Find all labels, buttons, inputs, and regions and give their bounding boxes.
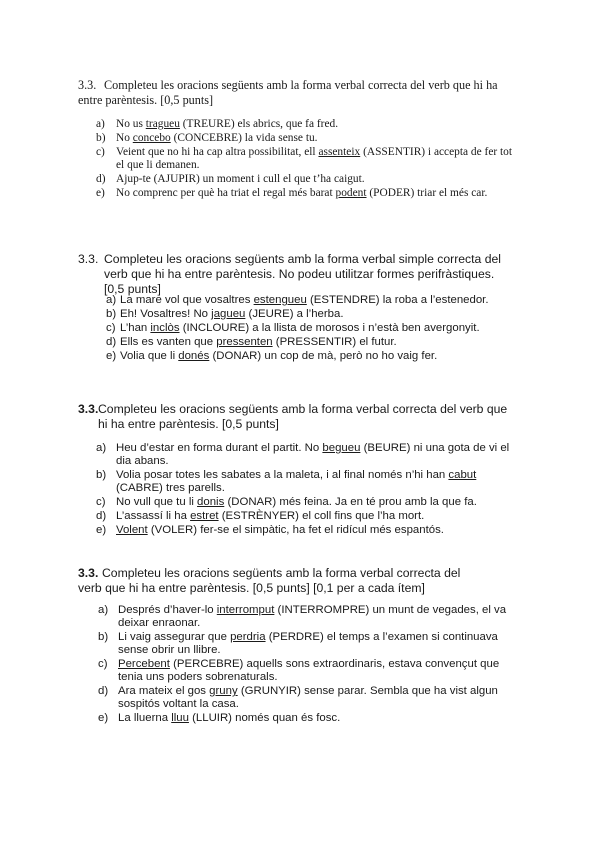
sentence-fragment: Ajup-te (AJUPIR) un moment i cull el que t’ha caigut. <box>116 173 365 185</box>
sentence-fragment: (DONAR) més feina. Ja en té prou amb la que fa. <box>224 496 477 508</box>
answer-verb: gruny <box>209 685 238 697</box>
item-sentence <box>120 350 526 363</box>
exercise-item <box>98 712 518 725</box>
sentence-fragment: Eh! Vosaltres! No <box>120 308 212 320</box>
exercise-item <box>96 118 516 131</box>
exercise-item <box>98 631 518 657</box>
exercise-item <box>96 510 516 523</box>
section-number: 3.3. <box>78 402 99 416</box>
item-list <box>96 118 516 201</box>
sentence-fragment: La mare vol que vosaltres <box>120 294 254 306</box>
exercise-item <box>96 187 516 200</box>
item-letter: a) <box>98 604 109 616</box>
item-sentence <box>118 631 518 657</box>
item-sentence <box>116 469 516 495</box>
item-sentence <box>116 524 516 537</box>
answer-verb: Percebent <box>118 658 170 670</box>
item-letter: d) <box>96 173 106 185</box>
sentence-fragment: (PODER) triar el més car. <box>366 187 488 199</box>
sentence-fragment: (PRESSENTIR) el futur. <box>272 336 397 348</box>
item-sentence <box>118 712 518 725</box>
answer-verb: lluu <box>171 712 189 724</box>
item-letter: a) <box>96 118 105 130</box>
answer-verb: podent <box>335 187 367 199</box>
sentence-fragment: Volia posar totes les sabates a la maleta, i al final només n’hi han <box>116 469 449 481</box>
item-sentence <box>118 604 518 630</box>
item-letter: e) <box>96 524 107 536</box>
exercise-item <box>98 685 518 711</box>
sentence-fragment: L’han <box>120 322 151 334</box>
item-letter: b) <box>106 308 117 320</box>
sentence-fragment: No us <box>116 118 146 130</box>
sentence-fragment: (LLUIR) només quan és fosc. <box>188 712 341 724</box>
item-letter: a) <box>96 442 107 454</box>
item-sentence <box>120 322 526 335</box>
sentence-fragment: No vull que tu li <box>116 496 198 508</box>
item-letter: c) <box>96 496 106 508</box>
item-sentence <box>116 118 516 131</box>
item-letter: d) <box>98 685 109 697</box>
sentence-fragment: (PERCEBRE) aquells sons extraordinaris, estava convençut que tenia uns poders sobrenaturals. <box>118 658 500 683</box>
answer-verb: begueu <box>322 442 361 454</box>
sentence-fragment: (VOLER) fer-se el simpàtic, ha fet el ridícul més espantós. <box>147 524 444 536</box>
exercise-item <box>96 524 516 537</box>
sentence-fragment: (DONAR) un cop de mà, però no ho vaig fer. <box>209 350 438 362</box>
section-instructions: Completeu les oracions següents amb la forma verbal correcta del verb que hi ha entre parèntesis. [0,5 punts] [0,1 per a cada ítem] <box>78 566 461 595</box>
exercise-item <box>106 308 526 321</box>
exercise-item <box>96 442 516 468</box>
item-letter: b) <box>96 132 106 144</box>
sentence-fragment: (CONCEBRE) la vida sense tu. <box>170 132 318 144</box>
item-sentence <box>118 685 518 711</box>
sentence-fragment: No <box>116 132 133 144</box>
sentence-fragment: (ESTRÈNYER) el coll fins que l’ha mort. <box>218 510 425 522</box>
item-sentence <box>120 308 526 321</box>
exercise-item <box>106 294 526 307</box>
section-instructions: Completeu les oracions següents amb la forma verbal simple correcta del verb que hi ha entre parèntesis. No podeu utilitzar formes perifràstiques. [0,5 punts] <box>104 252 501 296</box>
item-letter: b) <box>96 469 107 481</box>
item-sentence <box>116 510 516 523</box>
exercise-item <box>106 336 526 349</box>
answer-verb: concebo <box>132 132 171 144</box>
sentence-fragment: Ara mateix el gos <box>118 685 210 697</box>
exercise-item <box>96 469 516 495</box>
item-sentence <box>120 336 526 349</box>
item-letter: c) <box>98 658 108 670</box>
section-number: 3.3. <box>78 252 99 266</box>
exercise-item <box>96 496 516 509</box>
sentence-fragment: Li vaig assegurar que <box>118 631 231 643</box>
sentence-fragment: Volia que li <box>120 350 179 362</box>
sentence-fragment: (ASSENTIR) i accepta de fer tot el que li demanen. <box>116 146 513 171</box>
item-sentence <box>116 173 516 186</box>
sentence-fragment: (GRUNYIR) sense parar. Sembla que ha vist algun sospitós voltant la casa. <box>118 685 498 710</box>
exercise-item <box>98 604 518 630</box>
answer-verb: donis <box>197 496 225 508</box>
item-sentence <box>120 294 526 307</box>
item-list <box>96 442 516 538</box>
sentence-fragment: (PERDRE) el temps a l’examen si continuava sense obrir un llibre. <box>118 631 498 656</box>
item-sentence <box>116 442 516 468</box>
item-letter: e) <box>106 350 117 362</box>
exercise-item <box>106 322 526 335</box>
sentence-fragment: (JEURE) a l’herba. <box>245 308 344 320</box>
section-instructions: Completeu les oracions següents amb la forma verbal correcta del verb que hi ha entre parèntesis. [0,5 punts] <box>78 78 498 107</box>
exercise-item <box>98 658 518 684</box>
answer-verb: estengueu <box>253 294 307 306</box>
sentence-fragment: Després d’haver-lo <box>118 604 217 616</box>
sentence-fragment: Ells es vanten que <box>120 336 217 348</box>
sentence-fragment: Heu d’estar en forma durant el partit. No <box>116 442 323 454</box>
section-number: 3.3. <box>78 566 99 580</box>
item-sentence <box>116 132 516 145</box>
sentence-fragment: No comprenc per què ha triat el regal més barat <box>116 187 336 199</box>
item-list <box>106 294 526 364</box>
sentence-fragment: (TREURE) els abrics, que fa fred. <box>179 118 339 130</box>
sentence-fragment: (BEURE) ni una gota de vi el dia abans. <box>116 442 510 467</box>
item-letter: a) <box>106 294 117 306</box>
item-letter: c) <box>96 146 105 158</box>
item-sentence <box>118 658 518 684</box>
sentence-fragment: La lluerna <box>118 712 172 724</box>
item-list <box>98 604 518 726</box>
item-letter: e) <box>98 712 109 724</box>
answer-verb: assenteix <box>318 146 361 158</box>
answer-verb: tragueu <box>145 118 180 130</box>
item-letter: d) <box>106 336 117 348</box>
exercise-item <box>96 146 516 172</box>
exercise-item <box>106 350 526 363</box>
section-instructions: Completeu les oracions següents amb la forma verbal correcta del verb que hi ha entre parèntesis. [0,5 punts] <box>98 402 508 431</box>
item-sentence <box>116 187 516 200</box>
answer-verb: jagueu <box>211 308 246 320</box>
answer-verb: pressenten <box>216 336 273 348</box>
sentence-fragment: (ESTENDRE) la roba a l’estenedor. <box>306 294 489 306</box>
item-letter: d) <box>96 510 107 522</box>
item-letter: c) <box>106 322 116 334</box>
exercise-item <box>96 132 516 145</box>
item-sentence <box>116 496 516 509</box>
answer-verb: cabut <box>448 469 477 481</box>
section-number: 3.3. <box>78 78 97 92</box>
answer-verb: donés <box>178 350 210 362</box>
item-letter: b) <box>98 631 109 643</box>
sentence-fragment: Veient que no hi ha cap altra possibilitat, ell <box>116 146 319 158</box>
answer-verb: perdria <box>230 631 266 643</box>
item-letter: e) <box>96 187 105 199</box>
answer-verb: estret <box>190 510 219 522</box>
exercise-item <box>96 173 516 186</box>
sentence-fragment: (INCLOURE) a la llista de morosos i n’està ben avergonyit. <box>179 322 480 334</box>
answer-verb: inclòs <box>150 322 180 334</box>
answer-verb: Volent <box>116 524 148 536</box>
sentence-fragment: (CABRE) tres parells. <box>116 482 225 494</box>
item-sentence <box>116 146 516 172</box>
sentence-fragment: (INTERROMPRE) un munt de vegades, el va deixar enraonar. <box>118 604 507 629</box>
answer-verb: interromput <box>216 604 275 616</box>
sentence-fragment: L’assassí li ha <box>116 510 191 522</box>
